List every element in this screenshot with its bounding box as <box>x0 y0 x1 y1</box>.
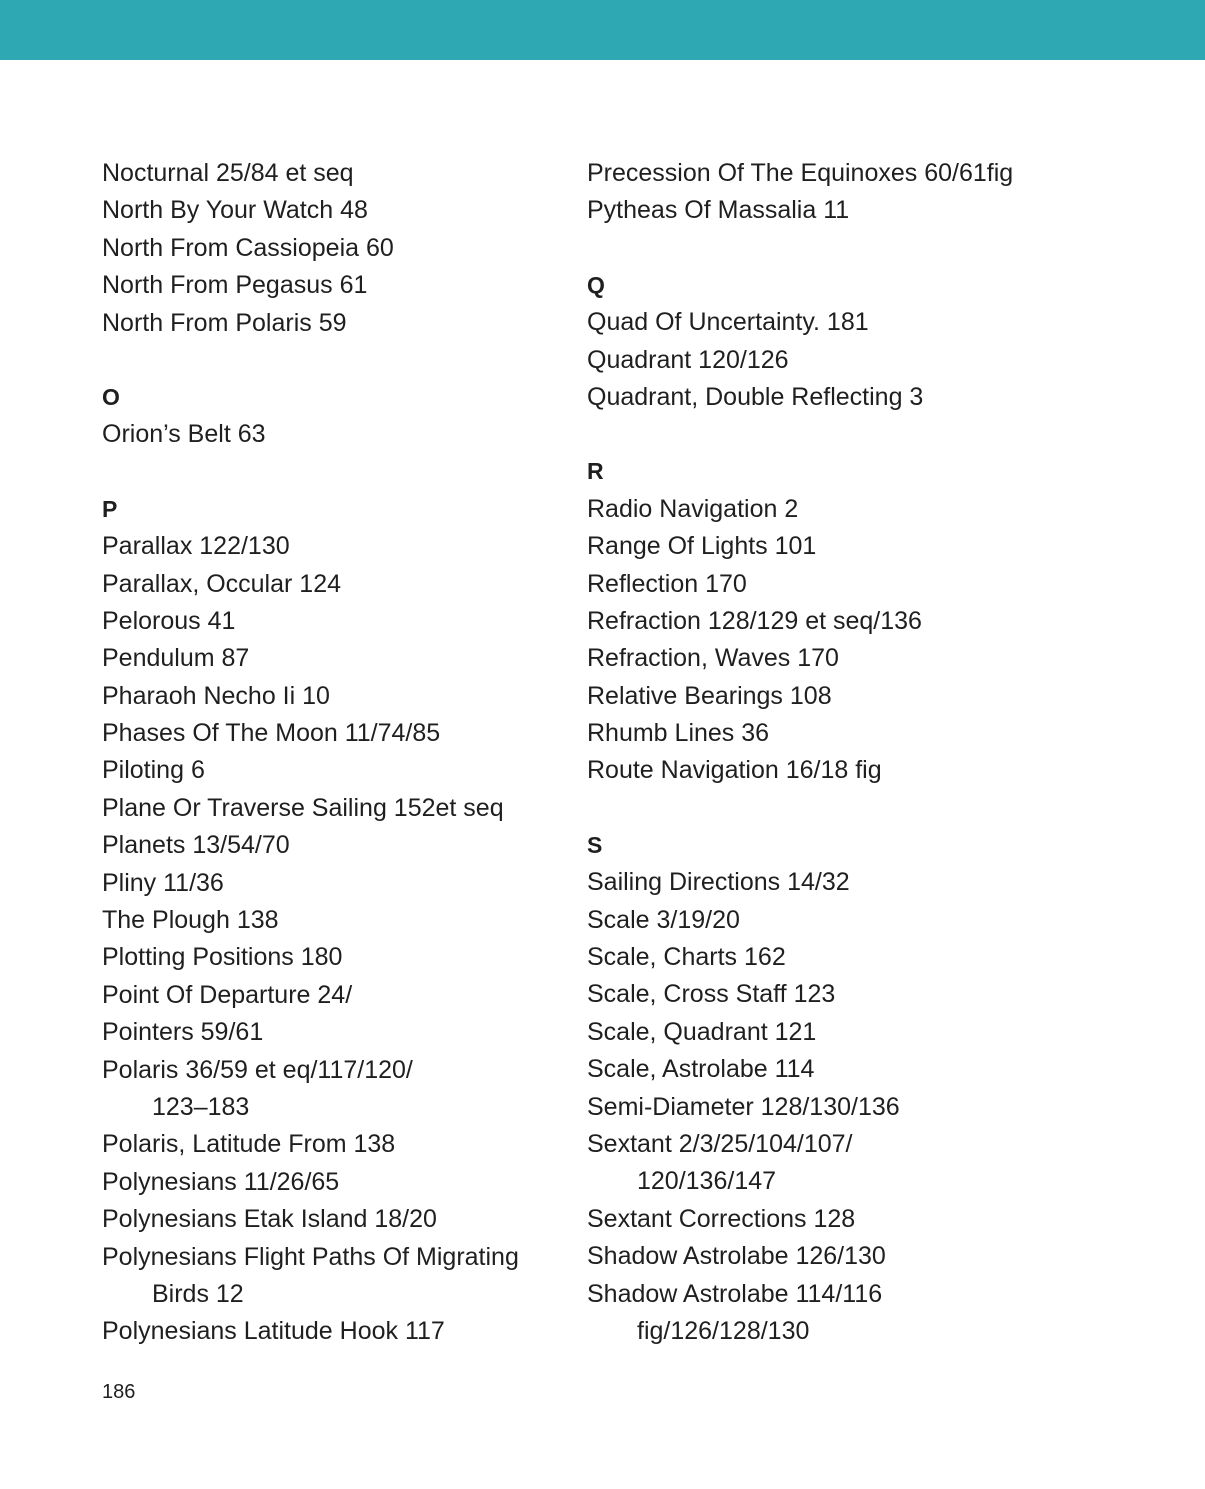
index-entry: Polynesians Latitude Hook 117 <box>102 1317 445 1346</box>
index-entry: Pelorous 41 <box>102 606 236 635</box>
index-entry: Semi-Diameter 128/130/136 <box>587 1092 900 1121</box>
index-group-n <box>102 155 572 342</box>
index-entry: Shadow Astrolabe 114/116 <box>587 1279 883 1308</box>
index-letter-heading-q: Q <box>587 271 605 298</box>
index-entry: Quadrant, Double Reflecting 3 <box>587 382 924 411</box>
index-entry: Pointers 59/61 <box>102 1018 264 1047</box>
page-number: 186 <box>102 1381 136 1403</box>
index-entry: Plotting Positions 180 <box>102 943 343 972</box>
index-entry: Route Navigation 16/18 fig <box>587 756 882 785</box>
index-entry: Refraction 128/129 et seq/136 <box>587 606 922 635</box>
index-entry: Nocturnal 25/84 et seq <box>102 159 354 187</box>
index-entry-continuation: 123–183 <box>152 1092 250 1121</box>
index-column-left <box>102 155 572 1351</box>
index-entry: Plane Or Traverse Sailing 152et seq <box>102 793 504 822</box>
index-entry: North From Cassiopeia 60 <box>102 233 394 262</box>
index-entry: Orion’s Belt 63 <box>102 420 266 449</box>
index-group-p-continued <box>587 155 1057 230</box>
index-letter-heading-s: S <box>587 831 603 858</box>
index-letter-heading-o: O <box>102 383 120 410</box>
index-entry: Precession Of The Equinoxes 60/61fig <box>587 159 1014 187</box>
index-entry: Phases Of The Moon 11/74/85 <box>102 719 441 748</box>
index-entry: Pliny 11/36 <box>102 868 224 897</box>
index-entry: Quad Of Uncertainty. 181 <box>587 308 869 337</box>
index-entry: Scale 3/19/20 <box>587 905 740 934</box>
index-entry: Piloting 6 <box>102 756 205 785</box>
index-entry: Polaris, Latitude From 138 <box>102 1130 396 1159</box>
index-entry-continuation: 120/136/147 <box>637 1167 777 1196</box>
index-entry: Pytheas Of Massalia 11 <box>587 196 850 225</box>
header-color-band <box>0 0 1205 60</box>
index-entry: Range Of Lights 101 <box>587 532 817 561</box>
index-entry: Refraction, Waves 170 <box>587 644 839 673</box>
index-entry-continuation: fig/126/128/130 <box>637 1316 810 1345</box>
index-letter-heading-r: R <box>587 458 604 485</box>
index-entry: Sextant Corrections 128 <box>587 1204 856 1233</box>
index-entry: Polynesians Etak Island 18/20 <box>102 1205 437 1234</box>
index-entry: Polaris 36/59 et eq/117/120/ <box>102 1055 413 1084</box>
index-column-right <box>587 155 1057 1350</box>
index-entry: Point Of Departure 24/ <box>102 980 353 1009</box>
index-entry: Sextant 2/3/25/104/107/ <box>587 1129 853 1158</box>
index-entry: Scale, Charts 162 <box>587 943 786 972</box>
index-group-q <box>587 304 1057 416</box>
index-entry: Scale, Astrolabe 114 <box>587 1055 815 1084</box>
index-entry: Polynesians Flight Paths Of Migrating <box>102 1242 519 1271</box>
index-entry: Quadrant 120/126 <box>587 345 789 374</box>
index-letter-heading-p: P <box>102 495 118 522</box>
index-group-p <box>102 528 572 1351</box>
index-entry-continuation: Birds 12 <box>152 1279 244 1308</box>
index-group-s <box>587 864 1057 1350</box>
index-entry: Relative Bearings 108 <box>587 681 832 710</box>
index-entry: Shadow Astrolabe 126/130 <box>587 1242 886 1271</box>
index-entry: Planets 13/54/70 <box>102 831 290 860</box>
index-entry: Rhumb Lines 36 <box>587 719 770 748</box>
index-entry: Sailing Directions 14/32 <box>587 868 850 897</box>
index-entry: Reflection 170 <box>587 569 747 598</box>
index-entry: Pharaoh Necho Ii 10 <box>102 681 330 710</box>
index-entry: Pendulum 87 <box>102 644 250 673</box>
index-entry: Polynesians 11/26/65 <box>102 1167 340 1196</box>
index-entry: Radio Navigation 2 <box>587 494 799 523</box>
index-entry: North From Pegasus 61 <box>102 271 368 300</box>
index-entry: The Plough 138 <box>102 906 279 935</box>
index-entry: Scale, Quadrant 121 <box>587 1017 817 1046</box>
index-entry: Parallax, Occular 124 <box>102 569 342 598</box>
index-entry: Scale, Cross Staff 123 <box>587 980 836 1009</box>
index-entry: North From Polaris 59 <box>102 308 347 337</box>
index-group-o <box>102 416 572 453</box>
index-entry: Parallax 122/130 <box>102 532 290 561</box>
index-group-r <box>587 491 1057 790</box>
index-entry: North By Your Watch 48 <box>102 196 368 225</box>
